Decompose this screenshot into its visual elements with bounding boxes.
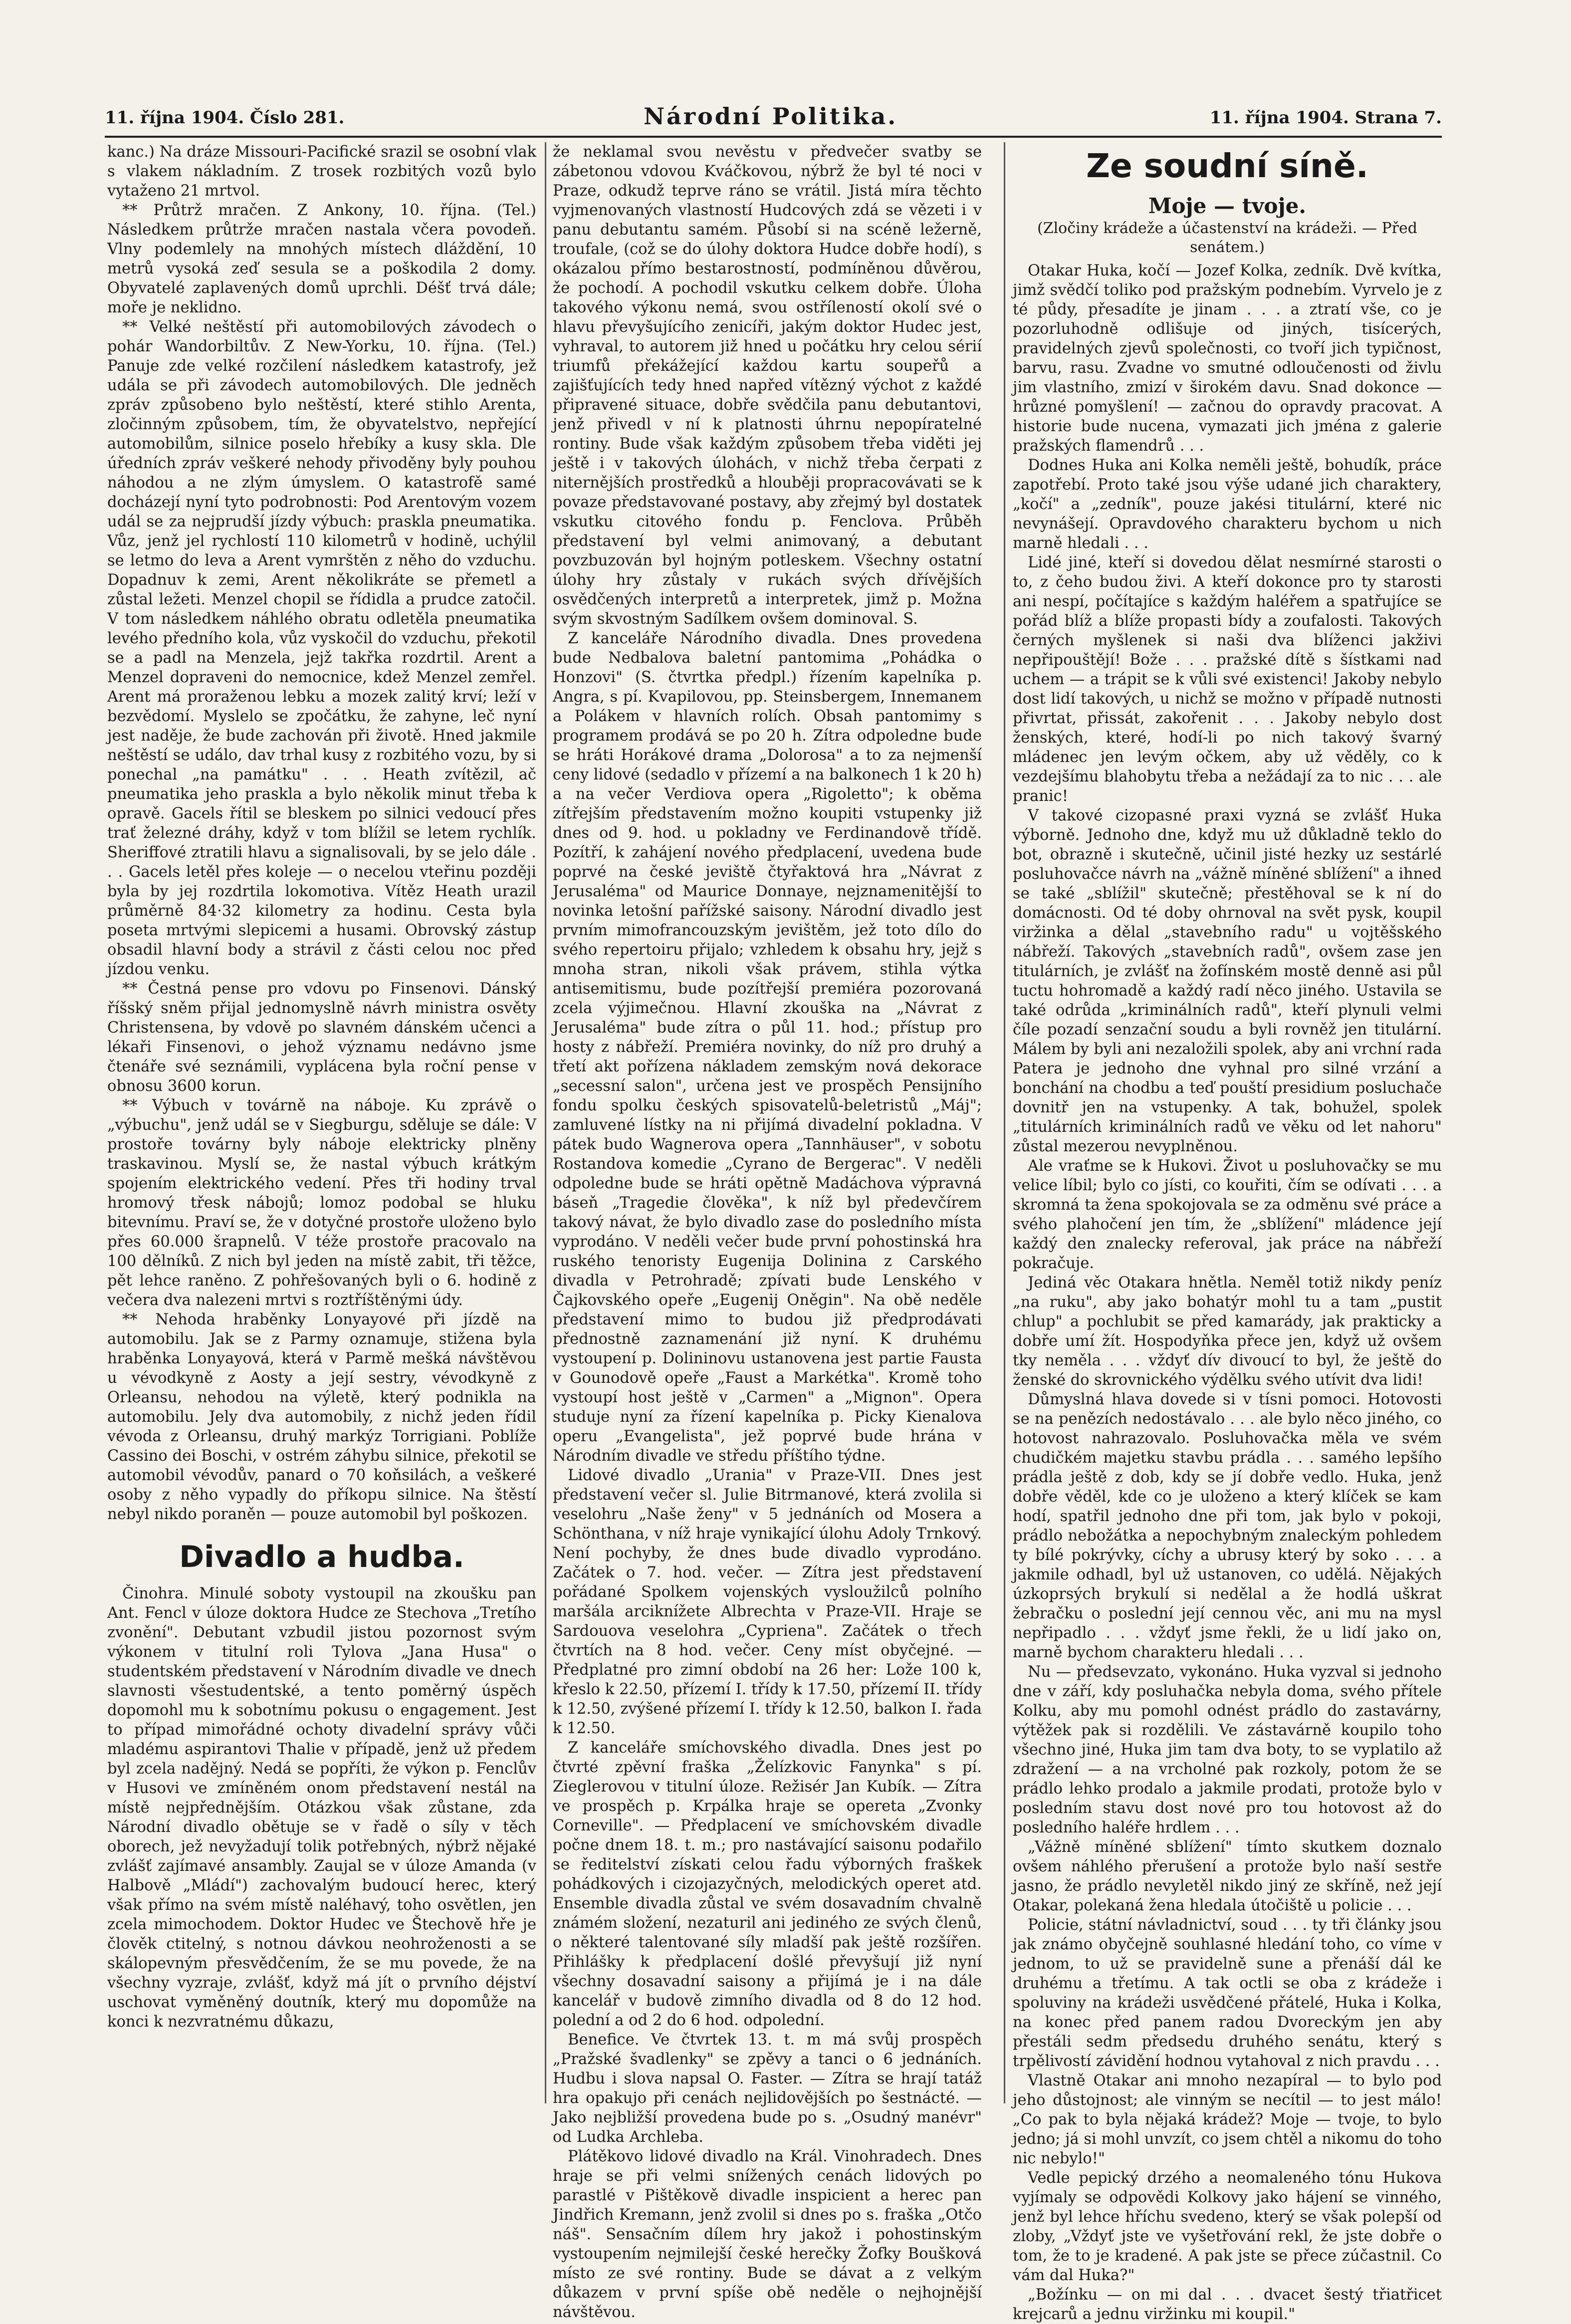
news-item: ** Nehoda hraběnky Lonyayové při jízdě na automobilu. Jak se z Parmy oznamuje, stižena byla hraběnka Lonyayová, která v Parmě mešká návštěvou u vévodkyně z Aosty a její sestry, vévodkyně z Orleansu, nehodou na výletě, který podnikla na automobilu. Jely dva automobily, z nichž jeden řídil vévoda z Orleansu, druhý markýz Torrigiani. Poblíže Cassino dei Boschi, v ostrém záhybu silnice, překotil se automobil vévodův, panard o 70 koňsilách, a veškeré osoby z něho vypadly do příkopu silnice. Na štěstí nebyl nikdo poraněn — pouze automobil byl poškozen. [107,1311,536,1523]
theatre-review: Činohra. Minulé soboty vystoupil na zkoušku pan Ant. Fencl v úloze doktora Hudce ze Stechova „Tretího zvonění". Debutant vzbudil jistou pozornost svým výkonem v titulní roli Tylova „Jana Husa" o studentském představení v Národním divadle ve dnech slavnosti všestudentské, a tento poměrný úspěch dopomohl mu k sobotnímu pokusu o engagement. Jest to případ mimořádné ochoty divadelní správy vůči mladému aspirantovi Thalie v případě, jenž už předem byl zcela nadějný. Nedá se popříti, že výkon p. Fenclův v Husovi ve zmíněném onom představení nestál na místě nejpřednějším. Otázkou však zůstane, zda Národní divadlo obětuje se v řadě o síly v těch oborech, jež nevyžadují tolik potřebných, nýbrž nějaké zvlášť zajímavé ansambly. Zaujal se v úloze Amanda (v Halbově „Mládí") zachovalým budoucí herec, který však přímo na svém místě naléhavý, toho osvětlen, jen zcela mimochodem. Doktor Hudec ve Štechově hře je člověk ctitelný, s notnou dávkou neohroženosti a se skálopevným přesvědčením, že se mu povede, že na všechny vyzraje, zvlášť, když má jít o prvního déjství uschovat vyměněný doutník, který mu dopomůže na konci k nezvratnému důkazu, [107,1585,536,2031]
article-paragraph: Jediná věc Otakara hnětla. Neměl totiž nikdy peníz „na ruku", aby jako bohatýr mohl tu a tam „pustit chlup" a pochlubit se před kamarády, jak prakticky a dobře umí žít. Hospodyňka přece jen, když už ovšem tky neměla . . . vždyť dív divoucí to byl, že ještě do ženské do skrovnického výdělku svého utívit dva lidi! [1013,1274,1442,1389]
theatre-item: Lidové divadlo „Urania" v Praze-VII. Dnes jest představení večer sl. Julie Bitrmanové, která zvolila si veselohru „Naše ženy" v 5 jednáních od Mosera a Schönthana, v níž hraje vynikající úlohu Adoly Trnkový. Není pochyby, že dnes bude divadlo vyprodáno. Začátek o 7. hod. večer. — Zítra jest představení pořádané Spolkem vojenských vysloužilců polního maršála arciknížete Albrechta v Praze-VII. Hraje se Sardouova veselohra „Cypriena". Začátek o třech čtvrtích na 8 hod. večer. Ceny míst obyčejné. — Předplatné pro zimní období na 26 her: Lože 100 k, křeslo k 22.50, přízemí I. třídy k 17.50, přízemí II. třídy k 12.50, zvýšené přízemí I. třídy k 12.50, balkon I. řada k 12.50. [553,1467,982,1737]
section-title-theatre: Divadlo a hudba. [179,1540,464,1574]
article-paragraph: Lidé jiné, kteří si dovedou dělat nesmírné starosti o to, z čeho budou živi. A kteří dokonce pro ty starosti ani nespí, počítajíce s každým haléřem a spatřujíce se pořád blíž a blíže propasti bídy a zoufalosti. Takových černých myšlenek si naši dva blíženci jakživi nepřipouštějí! Bože . . . pražské dítě s šístkami nad uchem — a trápit se k vůli své existenci! Jakoby nebylo dost lidí takových, u nichž se možno v případě nutnosti přivrtat, přissát, zakořenit . . . Jakoby nebylo dost ženských, které, hodí-li po nich takový švarný mládenec jen levým očkem, aby už věděly, co k vezdejšímu blahobytu třeba a nežádají za to nic . . . ale pranic! [1013,554,1442,805]
header-rule [105,136,1442,138]
theatre-item: Z kanceláře Národního divadla. Dnes provedena bude Nedbalova baletní pantomima „Pohádka o Honzovi" (S. čtvrtka předpl.) řízením kapelníka p. Angra, s pí. Kvapilovou, pp. Steinsbergem, Innemanem a Polákem v hlavních rolích. Obsah pantomimy s programem prodává se po 20 h. Zítra odpoledne bude se hráti Horákové drama „Dolorosa" a to za nejmenší ceny lidové (sedadlo v přízemí a na balkonech 1 k 20 h) a na večer Verdiova opera „Rigoletto"; k oběma zítřejším představením možno koupiti vstupenky již dnes od 9. hod. u pokladny ve Ferdinandově třídě. Pozítří, k zahájení nového předplacení, uvedena bude poprvé na české jeviště čtyřaktová hra „Návrat z Jerusaléma" od Maurice Donnaye, nejznamenitější to novinka letošní pařížské saisony. Národní divadlo jest prvním mimofrancouzským jevištěm, jež toto dílo do svého repertoiru přijalo; vzhledem k obsahu hry, jejž s mnoha stran, nikoli však právem, stihla výtka antisemitismu, bude pozítřejší premiéra pozorovaná zcela výjimečnou. Hlavní zkouška na „Návrat z Jerusaléma" bude zítra o půl 11. hod.; přístup pro hosty z nábřeží. Premiéra novinky, do níž pro druhý a třetí akt pořízena nákladem zemským nová dekorace „secessní salon", určena jest ve prospěch Pensijního fondu spolku českých spisovatelů-beletristů „Máj"; zamluvené lístky na ni přijímá divadelní pokladna. V pátek budo Wagnerova opera „Tannhäuser", v sobotu Rostandova komedie „Cyrano de Bergerac". V neděli odpoledne bude se hráti opětně Madáchova výpravná báseň „Tragedie člověka", k níž byl předevčírem takový návat, že bylo divadlo zase do posledního místa vyprodáno. V neděli večer bude první pohostinská hra ruského tenoristy Eugenija Dolinina z Carského divadla v Petrohradě; zpívati bude Lenského v Čajkovského opeře „Eugenij Oněgin". Na obě neděle představení mimo to budou již předprodávati přednostně zaznamenání již nyní. K druhému vystoupení p. Dolininovu ustanovena jest partie Fausta v Gounodově opeře „Faust a Markétka". Kromě toho vystoupí host ještě v „Carmen" a „Mignon". Opera studuje nyní za řízení kapelníka p. Picky Kienalova operu „Evangelista", jež poprvé bude hrána v Národním divadle ve středu příštího týdne. [553,630,982,1465]
news-item: ** Čestná pense pro vdovu po Finsenovi. Dánský říšský sněm přijal jednomyslně návrh ministra osvěty Christensena, by vdově po slavném dánském učenci a lékaři Finsenovi, o jehož významu nedávno jsme čtenáře své seznámili, vyplácena byla roční pense v obnosu 3600 korun. [107,980,536,1095]
column-1 [107,142,536,2103]
theatre-item: Z kanceláře smíchovského divadla. Dnes jest po čtvrté zpěvní fraška „Želízkovic Fanynka" s pí. Zieglerovou v titulní úloze. Režisér Jan Kubík. — Zítra ve prospěch p. Krpálka hraje se opereta „Zvonky Corneville". — Předplacení ve smíchovském divadle počne dnem 18. t. m.; pro nastávající saisonu podařilo se ředitelství získati celou řadu výborných fraškek pohádkových i cizojazyčných, melodických operet atd. Ensemble divadla zůstal ve svém dosavadním chvalně známém složení, nezaturil ani jediného ze svých členů, o některé talentované síly mladší pak ještě rozšířen. Přihlášky k předplacení došlé převyšují již nyní všechny dosavadní saisony a přijímá je i na dále kancelář v budově zimního divadla od 8 do 12 hod. polední a od 2 do 6 hod. odpolední. [553,1739,982,2029]
header-date-issue: 11. října 1904. Číslo 281. [105,108,345,128]
newspaper-title: Národní Politika. [644,103,898,130]
column-divider-1 [545,142,546,2103]
header-date-page: 11. října 1904. Strana 7. [1209,108,1442,128]
news-item: ** Průtrž mračen. Z Ankony, 10. října. (Tel.) Následkem průtrže mračen nastala včera povodeň. Vlny podemlely na mnohých místech dláždění, 10 metrů vysoká zeď sesula se a poškodila 2 domy. Obyvatelé zaplavených domů uprchli. Déšť trvá dále; moře je neklidno. [107,202,536,316]
article-paragraph: Dodnes Huka ani Kolka neměli ještě, bohudík, práce zapotřebí. Proto také jsou výše udané jich charaktery, „kočí" a „zedník", pouze jakési titulární, které nic nevynášejí. Opravdového charakteru bychom u nich marně hledali . . . [1013,457,1442,552]
news-item: ** Velké neštěstí při automobilových závodech o pohár Wandorbiltův. Z New-Yorku, 10. října. (Tel.) Panuje zde velké rozčilení následkem katastrofy, jež udála se při závodech automobilových. Dle jedněch zpráv způsobeno bylo neštěstí, které stihlo Arenta, zločinným způsobem, tím, že obyvatelstvo, nepřející automobilům, silnice poselo hřebíky a kusy skla. Dle úředních zpráv veškeré nehody přivoděny byly pouhou náhodou a ne zlým úmyslem. O katastrofě samé docházejí nyní tyto podrobnosti: Pod Arentovým vozem udál se za nejprudší jízdy výbuch: praskla pneumatika. Vůz, jenž jel rychlostí 110 kilometrů v hodině, uchýlil se letmo do leva a Arent vymrštěn z něho do vzduchu. Dopadnuv k zemi, Arent několikráte se přemetl a zůstal ležeti. Menzel chopil se řídidla a prudce zatočil. V tom následkem náhlého obratu odletěla pneumatika levého předního kola, vůz vyskočil do vzduchu, překotil se a padl na Menzela, jejž takřka rozdrtil. Arent a Menzel dopraveni do nemocnice, kdež Menzel zemřel. Arent má proraženou lebku a mozek zalitý krví; leží v bezvědomí. Myslelo se zpočátku, že zahyne, leč nyní jest naděje, že bude zachován při životě. Hned jakmile neštěstí se událo, dav trhal kusy z rozbitého vozu, by si ponechal „na památku" . . . Heath zvítězil, ač pneumatika jeho praskla a bylo několik minut třeba k opravě. Gacels řítil se bleskem po silnici vedoucí přes trať železné dráhy, když v tom blížil se letem rychlík. Sheriffové ztratili hlavu a signalisovali, by se jelo dále . . . Gacels letěl přes koleje — o necelou vteřinu později byla by jej rozdrtila lokomotiva. Vítěz Heath urazil průměrně 84·32 kilometry za hodinu. Cesta byla poseta mrtvými slepicemi a husami. Obrovský zástup obsadil hlavní body a strávil z části celou noc před jízdou venku. [107,318,536,978]
article-paragraph: Důmyslná hlava dovede si v tísni pomoci. Hotovosti se na penězích nedostávalo . . . ale bylo něco jiného, co hotovost nahrazovalo. Posluhovačka měla ve svém chudičkém majetku stavbu prádla . . . samého lepšího prádla ještě z dob, kdy se jí dobře vedlo. Huka, jenž dobře věděl, kde co je uloženo a který klíček se kam hodí, spatřil jednoho dne při tom, jak bylo v pokoji, prádlo nebožátka a nepochybným znaleckým pohledem ty bílé pokrývky, cíchy a ubrusy který by soko . . . a jakmile odhadl, byl už ustanoven, co udělá. Nějakých úzkoprsých brykulí si nedělal a že hodlá uškrat žebračku o poslední její cennou věc, ani mu na mysl nepřipadlo . . . vždyť jsme řekli, že u lidí jako on, marně bychom charakteru hledali . . . [1013,1391,1442,1661]
news-item: ** Výbuch v továrně na náboje. Ku zprávě o „výbuchu", jenž udál se v Siegburgu, sděluje se dále: V prostoře továrny byly náboje elektricky plněny traskavinou. Myslí se, že nastal výbuch krátkým spojením elektrického vedení. Přes tři hodiny trval hromový třesk nábojů; lomoz podobal se hluku bitevnímu. Praví se, že v dotyčné prostoře uloženo bylo přes 60.000 šrapnelů. V téže prostoře pracovalo na 100 dělníků. Z nich byl jeden na místě zabit, tři těžce, pět lehce raněno. Z pohřešovaných byli o 6. hodině z večera dva nalezeni mrtvi s roztříštěnými údy. [107,1097,536,1309]
column-3 [1013,142,1442,2323]
theatre-item: že neklamal svou nevěstu v předvečer svatby se zábetonou vdovou Kváčkovou, nýbrž že byl té noci v Praze, odkudž teprve ráno se vrátil. Jistá míra těchto vyjmenovaných vlastností Hudcových zdá se vězeti i v panu debutantu samém. Působí si na scéně ležerně, troufale, (což se do úlohy doktora Hudce dobře hodí), s okázalou přímo bestarostností, podmíněnou důvěrou, že pochodí. A pochodil vskutku celkem dobře. Úloha takového výkonu nemá, svou ostříleností okolí své o hlavu převyšujícího zenicíři, jakým doktor Hudec jest, vyhraval, to autorem již hned u počátku hry celou sérií triumfů překážející každou kartu soupeřů a zajišťujících tedy hned napřed vítězný výchot z každé připravené situace, dobře svědčila panu debutantovi, jenž přivedl v ní k platnosti úhrnu nepopíratelné rontiny. Bude však každým způsobem třeba viděti jej ještě i v takových úlohách, v nichž třeba čerpati z niternějších prostředků a hlouběji propracovávati se k povaze představované postavy, aby zřejmý byl dostatek vskutku citového fondu p. Fenclova. Průběh představení byl velmi animovaný, a debutant povzbuzován byl hojným potleskem. Všechny ostatní úlohy hry zůstaly v rukách svých dřívějších osvědčených interpretů a interpretek, jimž p. Možna svým skvostným Sadílkem ovšem dominoval. S. [553,143,982,628]
column-2 [553,142,982,2321]
article-paragraph: „Božínku — on mi dal . . . dvacet šestý třiatřicet krejcarů a jednu viržinku mi koupil." [1013,2286,1442,2323]
theatre-item: Plátěkovo lidové divadlo na Král. Vinohradech. Dnes hraje se při velmi snížených cenách lidových po parastlé v Pištěkově divadle inspicient a herec pan Jindřich Kremann, jenž zvolil si dnes po s. fraška „Otčo náš". Sensačním dílem hry jakož i pohostinským vystoupením nejmilejší české herečky Žofky Boušková místo ze své rontiny. Bude se dávat a z velkým důkazem v první spíše obě neděle o nejhojnější návštěvou. [553,2148,982,2321]
article-paragraph: Nu — předsevzato, vykonáno. Huka vyzval si jednoho dne v září, kdy posluhačka nebyla doma, svého přítele Kolku, aby mu pomohl odnést prádlo do zastavárny, výtěžek pak si rozdělili. Ve zástavárně koupilo toho všechno jiné, Huka jim tam dva boty, to se vyplatilo až zdražení — a na vrcholné pak rozkoly, potom že se prádlo lehko prodalo a jakmile prodati, protože bylo v posledním stavu dost nové pro tou hotovost až do posledního haléře hrdlem . . . [1013,1663,1442,1836]
column-divider-2 [1004,142,1005,2103]
article-paragraph: Policie, státní návladnictví, soud . . . ty tři články jsou jak známo obyčejně souhlasné hledání toho, co víme v jednom, to už se pravidelně sune a přenáší dál ke druhému a třetímu. A tak octli se oba z krádeže i spoluviny na krádeži usvědčené přátelé, Huka i Kolka, na konec před panem radou Dvoreckým jen aby přestáli sedm předsedu druhého senátu, který s trpělivostí závidění hodnou vytahoval z nich pravdu . . . [1013,1916,1442,2070]
news-item: kanc.) Na dráze Missouri-Pacifické srazil se osobní vlak s vlakem nákladním. Z trosek rozbitých vozů bylo vytaženo 21 mrtvol. [107,143,536,200]
article-paragraph: Ale vraťme se k Hukovi. Život u posluhovačky se mu velice líbil; bylo co jísti, co kouřiti, čím se odívati . . . a skromná ta žena spokojovala se za odměnu své práce a svého plahočení jen tím, že „sblížení" mládence její každý den znalecky referoval, jak práce na nábřeží pokračuje. [1013,1157,1442,1272]
article-lede: (Zločiny krádeže a účastenství na krádeži. — Před senátem.) [1037,220,1417,256]
page-header [105,103,1442,134]
article-title: Moje — tvoje. [1148,194,1307,218]
article-paragraph: Otakar Huka, kočí — Jozef Kolka, zedník. Dvě kvítka, jimž svědčí toliko pod pražským podnebím. Vyrvelo je z té půdy, přesadíte je jinam . . . a ztratí vše, co je pozorluhodně odlišuje od jiných, tisícerých, pravidelných zjevů společnosti, co tvoří jich typičnost, barvu, rasu. Zvadne vo smutné odloučenosti od živlu jim vlastního, zmizí v širokém davu. Snad dokonce — hrůzné pomyšlení! — začnou do opravdy pracovat. A historie bude nucena, vymazati jich jména z galerie pražských flamendrů . . . [1013,262,1442,455]
article-paragraph: Vedle pepický drzého a neomaleného tónu Hukova vyjímaly se odpovědi Kolkovy jako hájení se vinného, jenž byl lehce hříchu svedeno, který se však polepší od zloby, „Vždyť jste ve vyšetřování rekl, že jste dobře o tom, že to je kradené. A pak jste se přece zúčastnil. Co vám dal Huka?" [1013,2169,1442,2284]
theatre-item: Benefice. Ve čtvrtek 13. t. m má svůj prospěch „Pražské švadlenky" se zpěvy a tanci o 6 jednáních. Hudbu i slova napsal O. Faster. — Zítra se hrají tatáž hra opakujo při cenách nejlidovějších po šestnácté. — Jako nejbližší provedena bude po s. „Osudný manévr" od Ludka Archleba. [553,2031,982,2146]
section-title-court: Ze soudní síně. [1086,147,1368,185]
article-paragraph: Vlastně Otakar ani mnoho nezapíral — to bylo pod jeho důstojnost; ale vinným se necítil — to jest málo! „Co pak to byla nějaká krádež? Moje — tvoje, to bylo jedno; já si mohl unvzít, co jsem chtěl a nikomu do toho nic nebylo!" [1013,2072,1442,2167]
article-paragraph: „Vážně míněné sblížení" tímto skutkem doznalo ovšem náhlého přerušení a protože bylo naší sestře jasno, že prádlo nevyletěl nikdo jiný ze skříně, než její Otakar, polekaná žena hledala útočiště u policie . . . [1013,1838,1442,1914]
article-paragraph: V takové cizopasné praxi vyzná se zvlášť Huka výborně. Jednoho dne, když mu už důkladně teklo do bot, obrazně i skutečně, učinil jisté hezky uz sestárlé posluhovačce návrh na „vážně míněné sblížení" a ihned se také „sblížil" skutečně; přestěhoval se k ní do domácnosti. Od té doby ohrnoval na svět pysk, koupil viržinka a dělal „stavebního radu" u vojtěšského nábřeží. Takových „stavebních radů", ovšem zase jen titulárních, je zvlášť na žofínském mostě denně asi půl tuctu hohromadě a každý radí něco jiného. Ustavila se také odrůda „kriminálních radů", kteří plynuli velmi číle pozadí senzační soudu a byli rovněž jen titulární. Málem by byli ani nezaložili spolek, aby ani vrchní rada Patera je jednoho dne vyhnal pro silné vrzání a bonchání na chodbu a teď pouští presidium posluchače dovnitř jen na vstupenky. A tak, bohužel, spolek „titulárních kriminálních radů ve věku od let nahoru" zůstal mezerou nevyplněnou. [1013,807,1442,1155]
